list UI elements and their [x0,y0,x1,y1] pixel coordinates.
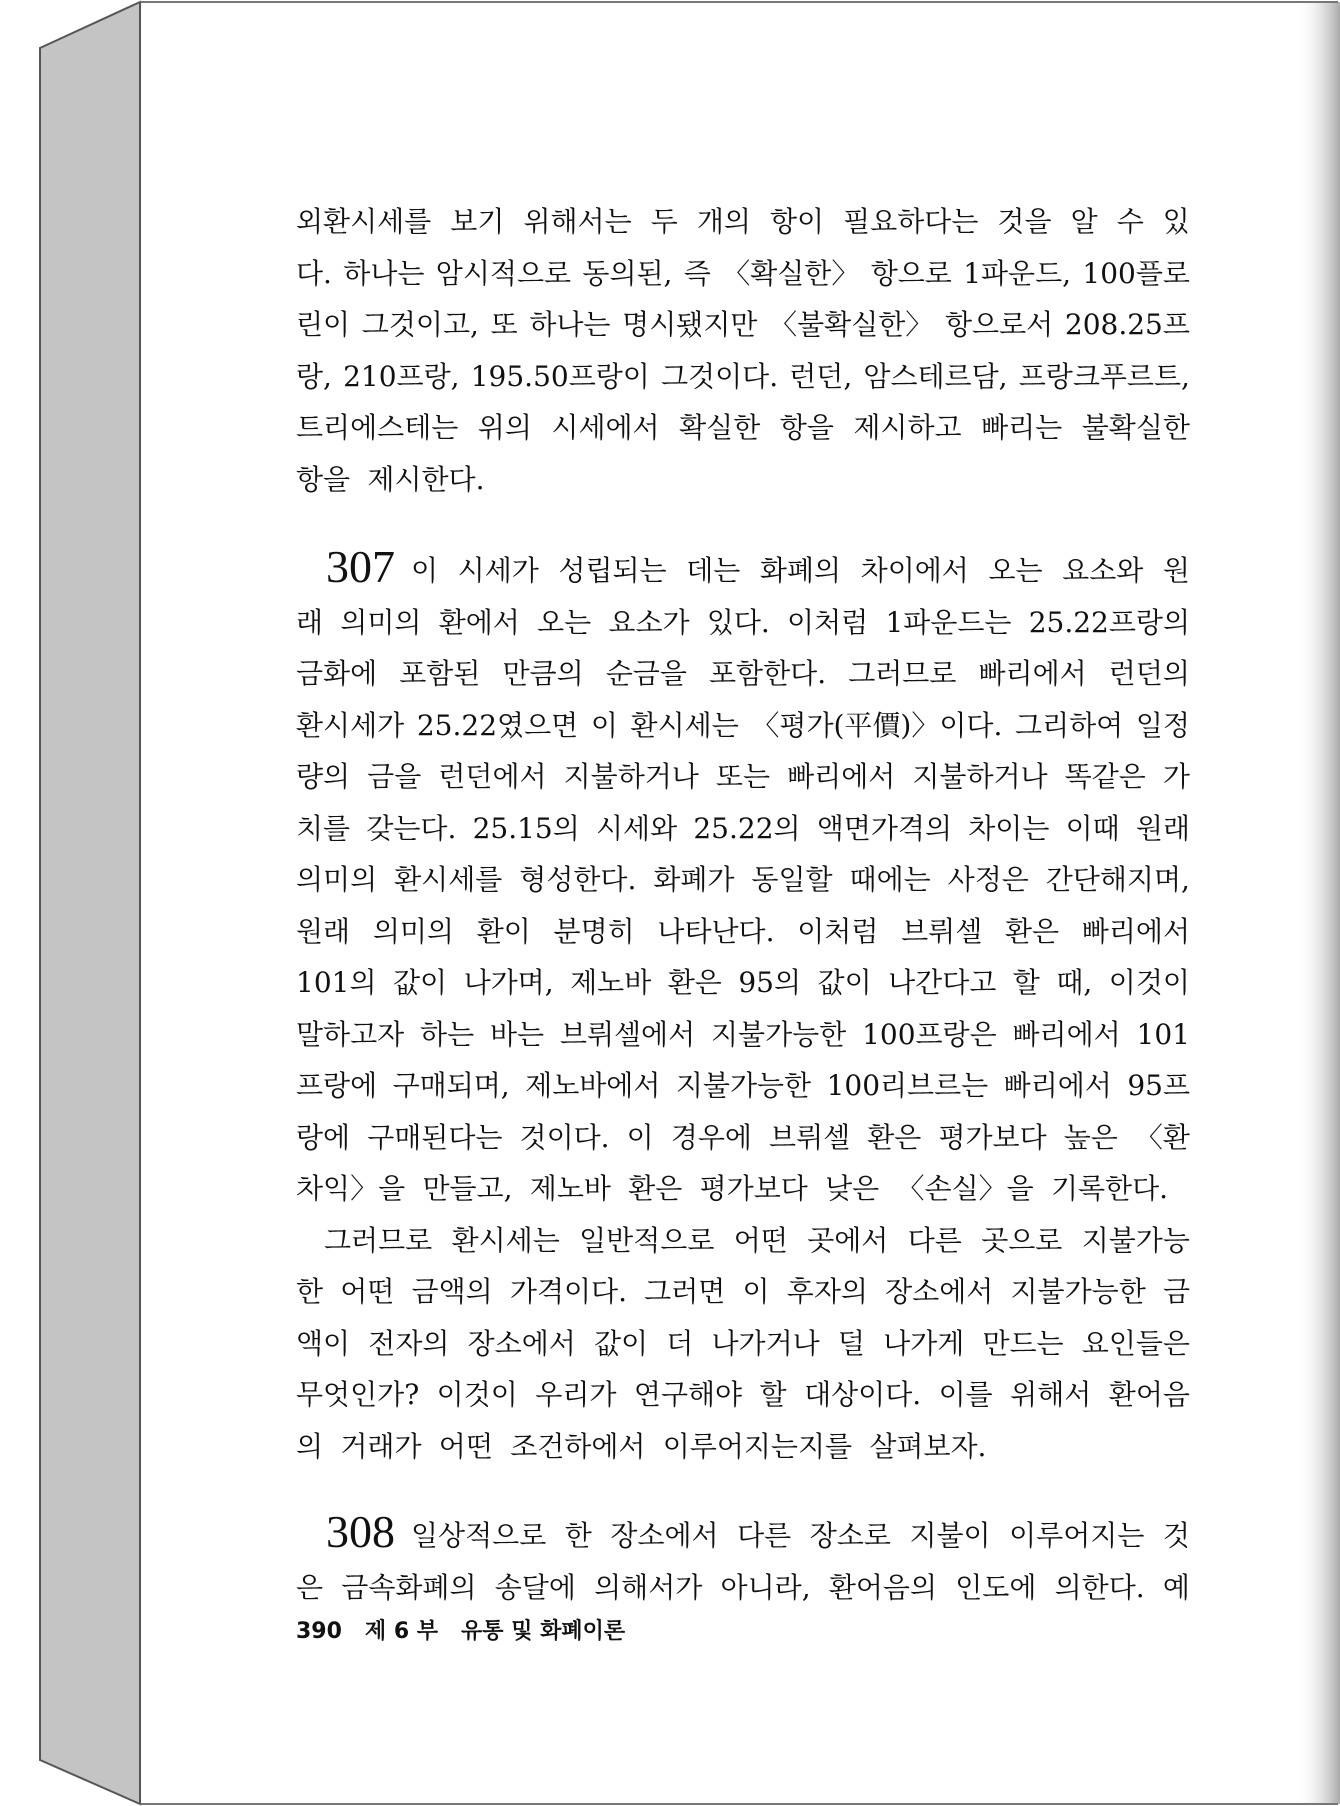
word: 위의 [477,411,532,444]
word: 것을 [997,205,1052,238]
word: 성립되는 [558,554,667,587]
word: 일상적으로 [411,1519,547,1552]
word: 이루어지는 [1009,1519,1145,1552]
page-body [296,196,1190,1613]
word: 아니라, [720,1570,811,1604]
text-line: 의 거래가 어떤 조건하에서 이루어지는지를 살펴보자. [296,1429,987,1463]
word: 갖는다. [366,811,457,845]
word: 제노바 [570,966,652,999]
word: 분명히 [553,914,635,948]
word: 브뤼셀 [769,1120,851,1154]
word: 우리가 [535,1378,617,1411]
word: 하나는 [343,256,425,290]
word: 지불이 [909,1519,991,1552]
word: 경우에 [670,1120,752,1154]
text-line [296,648,1190,700]
word: 지불가능한 [1010,1275,1146,1308]
word: 값이 [392,966,448,999]
word: 랑에 [296,1120,351,1154]
word: 바는 [489,1017,545,1051]
word: 25.22프랑의 [1028,605,1190,639]
word: 그러므로 [324,1223,433,1257]
word: 환시세는 [630,708,739,742]
text-line [296,1060,1190,1112]
word: 환어음의 [828,1570,938,1604]
word: 즉 [683,256,711,290]
text-line [296,541,1190,597]
word: 런던, [789,359,853,393]
word: 포함된 [399,657,481,690]
text-line [296,299,1190,351]
word: 외환시세를 [296,205,432,238]
word: 높은 [1063,1120,1118,1154]
word: 일반적으로 [579,1223,715,1257]
word: 208.25프 [1064,308,1190,341]
word: 명시됐지만 [622,308,758,341]
word: 이 [411,554,439,587]
word: 25.22의 [693,811,801,845]
text-line [296,700,1190,752]
word: 후자의 [786,1275,868,1308]
text-line [296,957,1190,1009]
word: 두 [650,205,678,238]
word: 일정 [1135,708,1190,742]
word: 요소가 [608,605,690,639]
word: 데는 [686,554,741,587]
word: 금화에 [296,657,378,690]
word: 이것이 [1108,966,1190,999]
word: 랑, [296,359,332,393]
word: 〈평가(平價)〉이다. [751,708,1003,742]
word: 그것이고, [361,308,479,341]
word: 빠리에서 [978,657,1087,690]
word: 무엇인가? [296,1378,420,1411]
word: 가격이다. [509,1275,627,1308]
word: 환어음 [1108,1378,1190,1411]
word: 인도에 [955,1570,1037,1604]
text-line: 차익〉을 만들고, 제노바 환은 평가보다 낮은 〈손실〉을 기록한다. [296,1172,1169,1205]
word: 위해서는 [523,205,632,238]
part-label: 제 6 부 [364,1619,439,1644]
word: 환은 [667,966,722,999]
word: 화폐의 [759,554,842,587]
word: 동의된, [582,256,673,290]
word: 제시하고 [853,411,962,444]
word: 원 [1162,554,1190,587]
word: 린이 [296,308,351,341]
word: 때에는 [849,863,931,896]
text-line [296,1009,1190,1061]
paragraph-307 [296,541,1190,1215]
word: 그리하여 [1015,708,1124,742]
word: 환시세가 [296,708,405,742]
word: 필요하다는 [843,205,979,238]
word: 〈확실한〉 [722,256,860,290]
text-line [296,1266,1190,1318]
word: 〈환 [1134,1120,1190,1154]
word: 한 [564,1519,592,1552]
word: 불확실한 [1081,411,1190,444]
word: 항으로 [870,256,952,290]
word: 한 [296,1275,324,1308]
word: 의해서가 [594,1570,703,1604]
word: 101의 [296,966,377,999]
page-number: 390 [296,1619,342,1644]
word: 항을 [779,411,834,444]
word: 브뤼셀 [901,914,983,948]
word: 항이 [769,205,825,238]
text-line [296,906,1190,958]
text-line [296,597,1190,649]
word: 101 [1136,1017,1190,1051]
word: 100플로 [1082,256,1190,290]
word: 장소로 [809,1519,891,1552]
word: 오는 [537,605,592,639]
word: 〈불확실한〉 [769,308,934,341]
word: 금 [1162,1275,1190,1308]
word: 100프랑은 [862,1017,997,1051]
word: 항으로서 [945,308,1054,341]
book-spine [40,2,140,1804]
word: 요소와 [1062,554,1144,587]
word: 수 [1116,205,1144,238]
word: 시세에서 [551,411,660,444]
word: 환이 [476,914,531,948]
word: 지불가능 [1081,1223,1190,1257]
word: 곳에서 [807,1223,889,1257]
word: 할 [759,1378,787,1411]
word: 원래 [1135,811,1190,845]
word: 암시적으로 [435,256,572,290]
word: 이 [626,1120,654,1154]
page-right-shadow [1296,2,1340,1804]
word: 다른 [737,1519,792,1552]
text-line: 항을 제시한다. [296,462,485,496]
text-line [296,1369,1190,1421]
word: 덜 [837,1326,865,1360]
section-number: 307 [326,541,395,592]
word: 장소에서 [610,1519,719,1552]
word: 빠리에서 [1081,914,1190,948]
word: 암스테르담, [863,359,1008,393]
word: 원래 [296,914,351,948]
word: 액면가격의 [816,811,953,845]
word: 값이 [817,966,872,999]
paragraph [296,196,1190,505]
word: 확실한 [679,411,761,444]
word: 또는 [715,760,771,793]
word: 곳으로 [981,1223,1063,1257]
word: 95의 [738,966,802,999]
word: 형성한다. [519,863,637,896]
word: 순금을 [605,657,687,690]
text-line [296,1215,1190,1267]
word: 나가게 [883,1326,965,1360]
word: 나타난다. [657,914,775,948]
word: 1파운드, [963,256,1072,290]
word: 말하고자 [296,1017,405,1051]
word: 것 [1162,1519,1190,1552]
word: 구매되며, [392,1069,510,1102]
text-line [296,1562,1190,1614]
word: 의미의 [340,605,422,639]
word: 금을 [367,760,422,793]
word: 이를 [938,1378,993,1411]
section-number: 308 [326,1506,395,1557]
word: 의미의 [372,914,454,948]
word: 때, [1056,966,1093,999]
word: 어떤 [733,1223,788,1257]
word: 제노바에서 [525,1069,661,1102]
word: 보기 [450,205,505,238]
word: 전자의 [368,1326,450,1360]
word: 그것이다. [661,359,779,393]
text-line [296,1112,1190,1164]
word: 량의 [296,760,351,793]
word: 이 [742,1275,770,1308]
word: 프랑크푸르트, [1018,359,1190,393]
word: 시세와 [595,811,678,845]
text-line [296,751,1190,803]
text-line [296,854,1190,906]
word: 다른 [907,1223,962,1257]
word: 있다. [706,605,770,639]
word: 래 [296,605,324,639]
word: 그러면 [644,1275,726,1308]
word: 이 [590,708,618,742]
word: 있 [1162,205,1190,238]
word: 지불하거나 [563,760,699,793]
word: 화폐가 [653,863,735,896]
word: 런던의 [1108,657,1190,690]
word: 오는 [988,554,1043,587]
word: 프랑에 [296,1069,378,1102]
word: 사정은 [947,863,1029,896]
word: 개의 [696,205,751,238]
word: 차이에서 [860,554,969,587]
word: 가 [1162,760,1190,793]
text-line [296,1506,1190,1562]
word: 간단해지며, [1045,863,1190,896]
word: 빠리에서 [1003,1069,1112,1102]
paragraph-308 [296,1506,1190,1613]
word: 25.22였으면 [416,708,579,742]
word: 나가거나 [711,1326,820,1360]
word: 어떤 [340,1275,395,1308]
text-line [296,248,1190,300]
word: 금액의 [411,1275,493,1308]
word: 환시세를 [394,863,503,896]
word: 95프 [1127,1069,1190,1102]
word: 하는 [420,1017,475,1051]
word: 환시세는 [451,1223,560,1257]
word: 위해서 [1010,1378,1092,1411]
word: 예 [1162,1570,1190,1604]
word: 장소에서 [885,1275,994,1308]
word: 트리에스테는 [296,411,459,444]
word: 할 [1012,966,1040,999]
word: 지불가능한 [710,1017,847,1051]
word: 빠리에서 [1012,1017,1121,1051]
word: 의한다. [1054,1570,1145,1604]
word: 치를 [296,811,351,845]
word: 똑같은 [1064,760,1146,793]
paragraph [296,1215,1190,1473]
word: 금속화폐의 [341,1570,477,1604]
word: 값이 [593,1326,649,1360]
word: 이것이 [436,1378,518,1411]
word: 더 [666,1326,694,1360]
word: 25.15의 [472,811,580,845]
word: 구매된다는 [367,1120,503,1154]
word: 환은 [1004,914,1060,948]
text-line [296,402,1190,454]
word: 만큼의 [502,657,584,690]
text-line-rest [411,545,1190,597]
word: 이처럼 [797,914,879,948]
word: 나간다고 [888,966,997,999]
word: 차이는 [968,811,1050,845]
word: 것이다. [519,1120,610,1154]
word: 연구해야 [633,1378,743,1411]
word: 액이 [296,1326,351,1360]
word: 빠리는 [981,411,1063,444]
running-title: 유통 및 화폐이론 [461,1619,626,1644]
word: 195.50프랑이 [470,359,650,393]
word: 대상이다. [804,1378,922,1411]
word: 송달에 [494,1570,576,1604]
word: 나가며, [463,966,554,999]
word: 장소에서 [467,1326,576,1360]
word: 이처럼 [787,605,869,639]
word: 빠리에서 [787,760,896,793]
text-line [296,1318,1190,1370]
word: 그러므로 [848,657,957,690]
word: 100리브르는 [826,1069,989,1102]
word: 또 [490,308,518,341]
word: 하나는 [529,308,611,341]
word: 만드는 [982,1326,1064,1360]
text-line [296,196,1190,248]
page-footer [296,1614,625,1645]
word: 은 [296,1570,324,1604]
word: 지불하거나 [912,760,1048,793]
word: 포함한다. [709,657,827,690]
text-line [296,803,1190,855]
word: 다. [296,256,332,290]
word: 브뤼셀에서 [559,1017,696,1051]
text-line-rest [411,1510,1190,1562]
word: 환은 [867,1120,922,1154]
word: 1파운드는 [885,605,1012,639]
word: 210프랑, [343,359,460,393]
word: 요인들은 [1081,1326,1190,1360]
word: 시세가 [457,554,539,587]
word: 동일할 [751,863,833,896]
word: 알 [1070,205,1098,238]
word: 평가보다 [938,1120,1047,1154]
word: 이때 [1065,811,1120,845]
word: 지불가능한 [675,1069,812,1102]
word: 런던에서 [438,760,547,793]
word: 의미의 [296,863,378,896]
text-line [296,351,1190,403]
word: 환에서 [438,605,520,639]
